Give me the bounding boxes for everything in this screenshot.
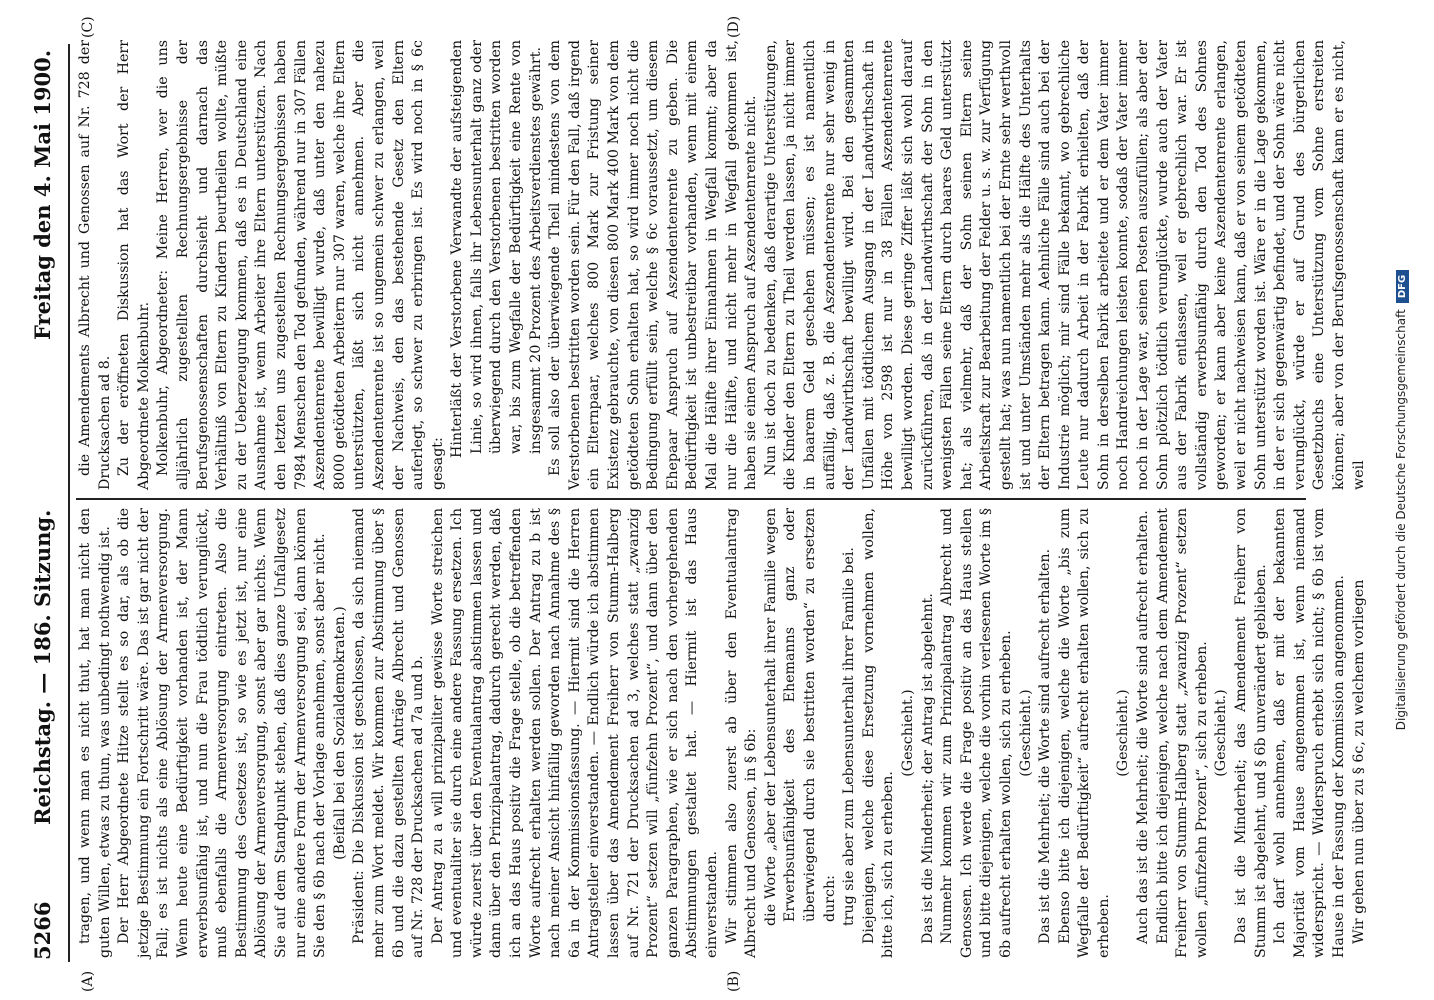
left-column-paragraph: Das ist die Mehrheit; die Worte sind aufrecht erhalten.: [1037, 548, 1054, 944]
left-column-paragraph: Wir stimmen also zuerst ab über den Eventualantrag Albrecht und Genossen, in § 6b:: [723, 508, 760, 958]
left-column-paragraph: die Worte „aber der Lebensunterhalt ihrer Familie wegen Erwerbsunfähigkeit des Ehemanns ganz oder überwiegend durch sie bestritten worden“ zu ersetzen durch:: [762, 508, 838, 926]
running-title: Reichstag. — 186. Sitzung.: [30, 509, 55, 825]
left-column-paragraph: Der Antrag zu a will prinzipaliter gewisse Worte streichen und eventualiter sie durch eine andere Fassung ersetzen. Ich würde zuerst über den Eventualantrag abstimmen lassen und dann über den Prinzipalantrag, dadurch gerecht werden, daß ich an das Haus positiv die Frage stelle, ob die betreffenden Worte aufrecht erhalten werden sollen. Der Antrag zu b ist nach meiner Ansicht hinfällig geworden nach Annahme des § 6a in der Kommissionsfassung. — Hiermit sind die Herren Antragsteller einverstanden. — Endlich würde ich abstimmen lassen über das Amendement Freiherr von Stumm-Halberg auf Nr. 721 der Drucksachen ad 3, welches statt „zwanzig Prozent“ setzen will „fünfzehn Prozent“, und dann über den ganzen Paragraphen, wie er sich nach den vorhergehenden Abstimmungen gestaltet hat. — Hiermit ist das Haus einverstanden.: [429, 508, 720, 958]
left-column-paragraph: (Geschieht.): [1017, 689, 1034, 777]
left-column-paragraph: tragen, und wenn man es nicht thut, hat man nicht den guten Willen, etwas zu thun, was unbedingt nothwendig ist.: [77, 508, 113, 958]
left-column-paragraph: Das ist die Minderheit; der Antrag ist abgelehnt.: [919, 593, 936, 944]
left-column-paragraph: Endlich bitte ich diejenigen, welche nach dem Amendement Freiherr von Stumm-Halberg statt „zwanzig Prozent“ setzen wollen „fünfzehn Prozent“, sich zu erheben.: [1154, 508, 1210, 958]
left-column-paragraph: (Geschieht.): [899, 689, 916, 777]
page-header: [30, 40, 62, 960]
right-column: [76, 40, 1367, 490]
column-divider: [76, 498, 1306, 500]
credit-text: Digitalisierung gefördert durch die Deutsche Forschungsgemeinschaft: [1394, 309, 1408, 731]
running-date: Freitag den 4. Mai 1900.: [30, 49, 55, 340]
left-column-paragraph: Auch das ist die Mehrheit; die Worte sind aufrecht erhalten.: [1135, 510, 1152, 944]
page-number: 5266: [30, 901, 55, 960]
left-column-paragraph: (Geschieht.): [1213, 689, 1230, 777]
right-column-paragraph: Nun ist doch zu bedenken, daß derartige Unterstützungen, die Kinder den Eltern zu Theil werden lassen, ja nicht immer in baarem Geld geschehen müssen; es ist namentlich auffällig, daß z. B. die Aszendentenrente nur sehr wenig in der Landwirthschaft bewilligt wird. Bei den gesammten Unfällen mit tödtlichem Ausgang in der Landwirthschaft in Höhe von 2598 ist nur in 38 Fällen Aszendentenrente bewilligt worden. Diese geringe Ziffer läßt sich wohl darauf zurückführen, daß in der Landwirthschaft der Sohn in den wenigsten Fällen seine Eltern durch baares Geld unterstützt hat; als vielmehr, daß der Sohn seinen Eltern seine Arbeitskraft zur Bearbeitung der Felder u. s. w. zur Verfügung gestellt hat; was nun namentlich bei der Ernte sehr werthvoll ist und unter Umständen mehr als die Hälfte des Unterhalts der Eltern betragen kann. Aehnliche Fälle sind auch bei der Industrie möglich; mir sind Fälle bekannt, wo gebrechliche Leute nur dadurch Arbeit in der Fabrik erhielten, daß der Sohn in derselben Fabrik arbeitete und er dem Vater immer noch Handreichungen leisten konnte, sodaß der Vater immer noch in der Lage war, seinen Posten auszufüllen; als aber der Sohn plötzlich tödtlich verunglückte, wurde auch der Vater aus der Fabrik entlassen, weil er gebrechlich war. Er ist vollständig erwerbsunfähig durch den Tod des Sohnes geworden; er kann aber keine Aszendentenrente erlangen, weil er nicht nachweisen kann, daß er von seinem getödteten Sohn unterstützt worden ist. Wäre er in die Lage gekommen, in der er sich gegenwärtig befindet, und der Sohn wäre nicht verunglückt, würde er auf Grund des bürgerlichen Gesetzbuchs eine Unterstützung vom Sohne erstreiten können; aber von der Berufsgenossenschaft kann er es nicht, weil: [762, 40, 1367, 490]
right-column-paragraph: Zu der eröffneten Diskussion hat das Wort der Herr Abgeordnete Molkenbuhr.: [116, 40, 152, 490]
left-column-paragraph: Diejenigen, welche diese Ersetzung vornehmen wollen, bitte ich, sich zu erheben.: [860, 508, 897, 958]
dfg-logo: DFG: [1396, 270, 1409, 303]
left-column: [76, 508, 1367, 958]
left-column-paragraph: Das ist die Minderheit; das Amendement Freiherr von Stumm ist abgelehnt, und § 6b unverändert geblieben.: [1233, 508, 1269, 958]
left-column-paragraph: Der Herr Abgeordnete Hitze stellt es so dar, als ob die jetzige Bestimmung ein Fortschritt wäre. Das ist gar nicht der Fall; es ist nichts als eine Ablösung der Armenversorgung. Wenn heute eine Bedürftigkeit vorhanden ist, der Mann erwerbsunfähig ist, und nun die Frau tödtlich verunglückt, muß ebenfalls die Armenversorgung eintreten. Also die Bestimmung des Gesetzes ist, so wie es jetzt ist, nur eine Ablösung der Armenversorgung, sonst aber gar nichts. Wenn Sie auf dem Standpunkt stehen, daß dies ganze Unfallgesetz nur eine andere Form der Armenversorgung sei, dann können Sie den § 6b nach der Vorlage annehmen, sonst aber nicht.: [116, 508, 329, 958]
margin-label-c: (C): [80, 16, 96, 38]
left-column-paragraph: (Beifall bei den Sozialdemokraten.): [331, 606, 348, 860]
left-column-paragraph: Wir gehen nun über zu § 6c, zu welchem vorliegen: [1350, 579, 1367, 944]
right-column-paragraph: Hinterläßt der Verstorbene Verwandte der aufsteigenden Linie, so wird ihnen, falls ihr Lebensunterhalt ganz oder überwiegend durch den Verstorbenen bestritten worden war, bis zum Wegfalle der Bedürftigkeit eine Rente von insgesammt 20 Prozent des Arbeitsverdienstes gewährt.: [449, 40, 544, 458]
digitization-credit: [1394, 0, 1409, 1000]
right-column-paragraph: Molkenbuhr, Abgeordneter: Meine Herren, wer die uns alljährlich zugestellten Rechnungsergebnisse der Berufsgenossenschaften durchsieht und darnach das Verhältniß von Eltern zu Kindern beurtheilen wollte, müßte zu der Ueberzeugung kommen, daß es in Deutschland eine Ausnahme ist, wenn Arbeiter ihre Eltern unterstützen. Nach den letzten uns zugestellten Rechnungsergebnissen haben 7984 Menschen den Tod gefunden, während nur in 307 Fällen Aszendentenrente bewilligt wurde, daß unter den nahezu 8000 getödteten Arbeitern nur 307 waren, welche ihre Eltern unterstützten, läßt sich nicht annehmen. Aber die Aszendentenrente ist so ungemein schwer zu erlangen, weil der Nachweis, den das bestehende Gesetz den Eltern auferlegt, so schwer zu erbringen ist. Es wird noch in § 6c gesagt:: [155, 40, 446, 490]
header-rule: [68, 44, 70, 962]
left-column-paragraph: Ich darf wohl annehmen, daß er mit der bekannten Majorität vom Hause angenommen ist, wenn niemand widerspricht. — Widerspruch erhebt sich nicht; § 6b ist vom Hause in der Fassung der Kommission angenommen.: [1272, 508, 1347, 958]
left-column-paragraph: Nunmehr kommen wir zum Prinzipalantrag Albrecht und Genossen. Ich werde die Frage positiv an das Haus stellen und bitte diejenigen, welche die vorhin verlesenen Worte im § 6b aufrecht erhalten wollen, sich zu erheben.: [939, 508, 1014, 958]
left-column-paragraph: Ebenso bitte ich diejenigen, welche die Worte „bis zum Wegfalle der Bedürftigkeit“ aufrecht erhalten wollen, sich zu erheben.: [1056, 508, 1112, 958]
right-column-paragraph: Es soll also der überwiegende Theil mindestens von dem Verstorbenen bestritten worden sein. Für den Fall, daß irgend ein Elternpaar, welches 800 Mark zur Fristung seiner Existenz gebrauchte, von diesen 800 Mark 400 Mark von dem getödteten Sohn erhalten hat, so wird immer noch nicht die Bedingung erfüllt sein, welche § 6c voraussetzt, um diesem Ehepaar Anspruch auf Aszendentenrente zu geben. Die Bedürftigkeit ist unbestreitbar vorhanden, wenn mit einem Mal die Hälfte ihrer Einnahmen in Wegfall kommt; aber da nur die Hälfte, und nicht mehr in Wegfall gekommen ist, haben sie einen Anspruch auf Aszendentenrente nicht.: [547, 40, 760, 490]
right-column-paragraph: die Amendements Albrecht und Genossen auf Nr. 728 der Drucksachen ad 8.: [77, 40, 113, 490]
left-column-paragraph: Präsident: Die Diskussion ist geschlossen, da sich niemand mehr zum Wort meldet. Wir kommen zur Abstimmung über § 6b und die dazu gestellten Anträge Albrecht und Genossen auf Nr. 728 der Drucksachen ad 7a und b.: [351, 508, 427, 958]
left-column-paragraph: trug sie aber zum Lebensunterhalt ihrer Familie bei.: [841, 547, 858, 926]
margin-label-b: (B): [726, 970, 742, 992]
margin-label-d: (D): [726, 15, 742, 38]
margin-label-a: (A): [80, 970, 96, 992]
left-column-paragraph: (Geschieht.): [1115, 689, 1132, 777]
